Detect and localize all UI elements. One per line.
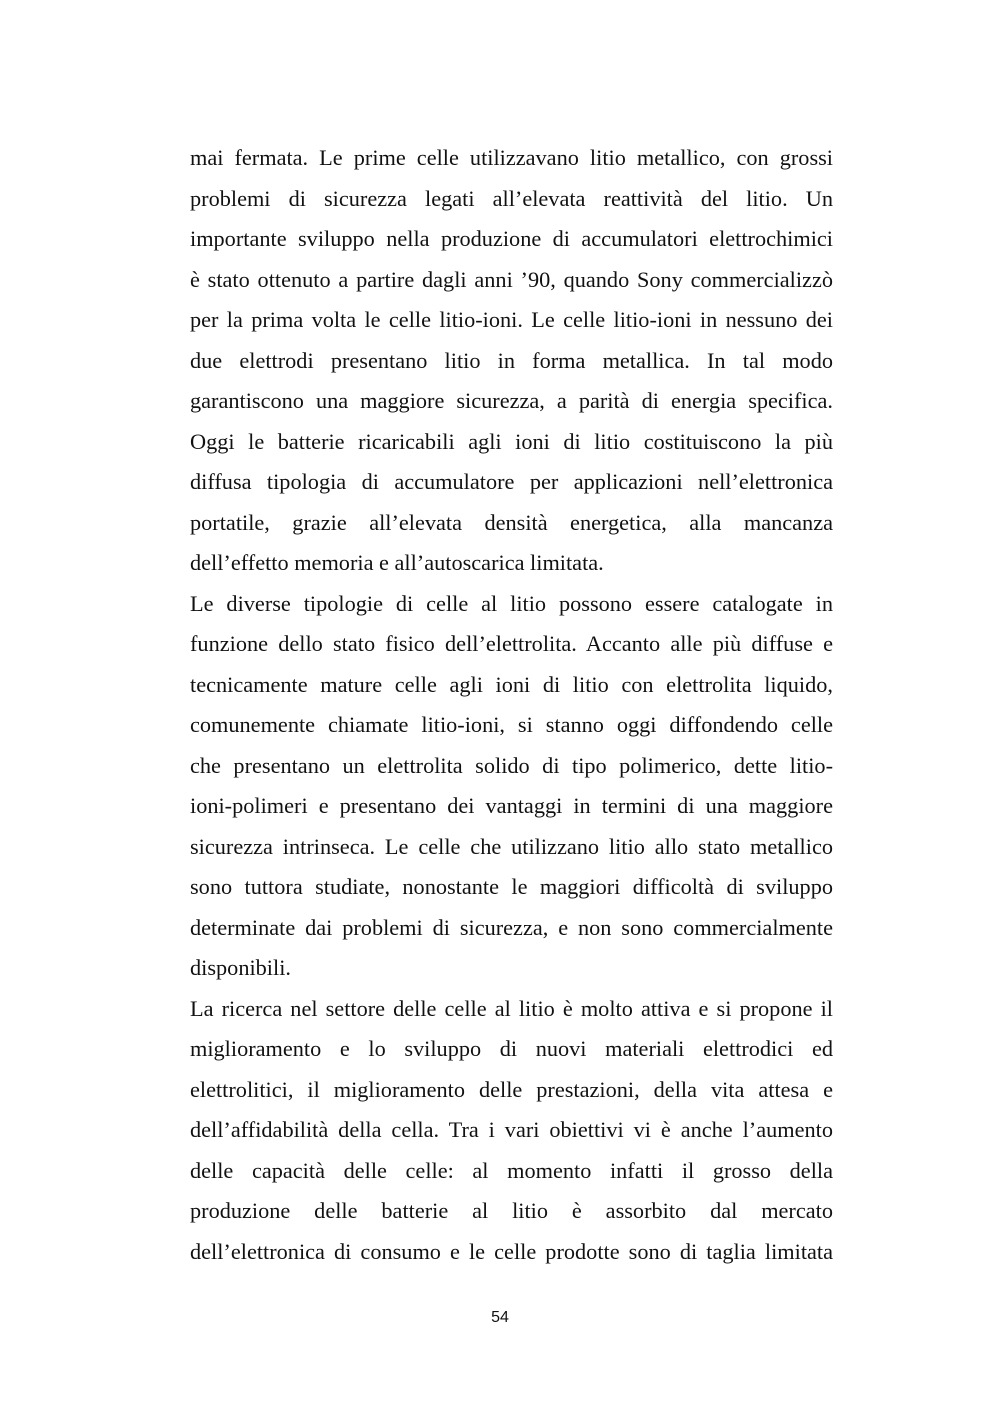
page-number: 54 bbox=[491, 1309, 509, 1326]
text-line: dell’effetto memoria e all’autoscarica limitata. bbox=[190, 550, 604, 575]
text-line: è stato ottenuto a partire dagli anni ’90, quando Sony commercializzò bbox=[190, 266, 833, 292]
text-line: dell’affidabilità della cella. Tra i vari obiettivi vi è anche l’aumento bbox=[190, 1117, 833, 1142]
text-line: problemi di sicurezza legati all’elevata reattività del litio. Un bbox=[190, 185, 833, 211]
paragraph bbox=[190, 989, 833, 1273]
paragraph bbox=[190, 138, 833, 584]
text-line: ioni-polimeri e presentano dei vantaggi in termini di una maggiore bbox=[190, 793, 833, 818]
text-line: diffusa tipologia di accumulatore per applicazioni nell’elettronica bbox=[190, 469, 833, 494]
text-line: che presentano un elettrolita solido di tipo polimerico, dette litio- bbox=[190, 752, 833, 778]
text-line: per la prima volta le celle litio-ioni. Le celle litio-ioni in nessuno dei bbox=[190, 307, 833, 332]
text-line: La ricerca nel settore delle celle al litio è molto attiva e si propone il bbox=[190, 995, 833, 1021]
text-line: produzione delle batterie al litio è assorbito dal mercato bbox=[190, 1198, 833, 1223]
text-line: portatile, grazie all’elevata densità energetica, alla mancanza bbox=[190, 509, 833, 535]
text-line: Oggi le batterie ricaricabili agli ioni di litio costituiscono la più bbox=[190, 428, 833, 454]
body-text bbox=[190, 138, 833, 1272]
text-line: Le diverse tipologie di celle al litio possono essere catalogate in bbox=[190, 590, 833, 616]
paragraph bbox=[190, 584, 833, 989]
text-line: importante sviluppo nella produzione di accumulatori elettrochimici bbox=[190, 226, 833, 251]
text-line: tecnicamente mature celle agli ioni di litio con elettrolita liquido, bbox=[190, 671, 833, 697]
text-line: garantiscono una maggiore sicurezza, a parità di energia specifica. bbox=[190, 388, 833, 413]
text-line: comunemente chiamate litio-ioni, si stanno oggi diffondendo celle bbox=[190, 712, 833, 737]
text-line: dell’elettronica di consumo e le celle prodotte sono di taglia limitata bbox=[190, 1238, 833, 1264]
text-line: funzione dello stato fisico dell’elettrolita. Accanto alle più diffuse e bbox=[190, 631, 833, 656]
text-line: sicurezza intrinseca. Le celle che utilizzano litio allo stato metallico bbox=[190, 833, 833, 859]
text-line: elettrolitici, il miglioramento delle prestazioni, della vita attesa e bbox=[190, 1076, 833, 1102]
text-line: mai fermata. Le prime celle utilizzavano litio metallico, con grossi bbox=[190, 145, 833, 170]
text-line: sono tuttora studiate, nonostante le maggiori difficoltà di sviluppo bbox=[190, 874, 833, 899]
text-line: delle capacità delle celle: al momento infatti il grosso della bbox=[190, 1157, 833, 1183]
text-line: due elettrodi presentano litio in forma metallica. In tal modo bbox=[190, 347, 833, 373]
text-line: miglioramento e lo sviluppo di nuovi materiali elettrodici ed bbox=[190, 1036, 833, 1061]
text-line: determinate dai problemi di sicurezza, e non sono commercialmente bbox=[190, 914, 833, 940]
text-line: disponibili. bbox=[190, 955, 291, 980]
